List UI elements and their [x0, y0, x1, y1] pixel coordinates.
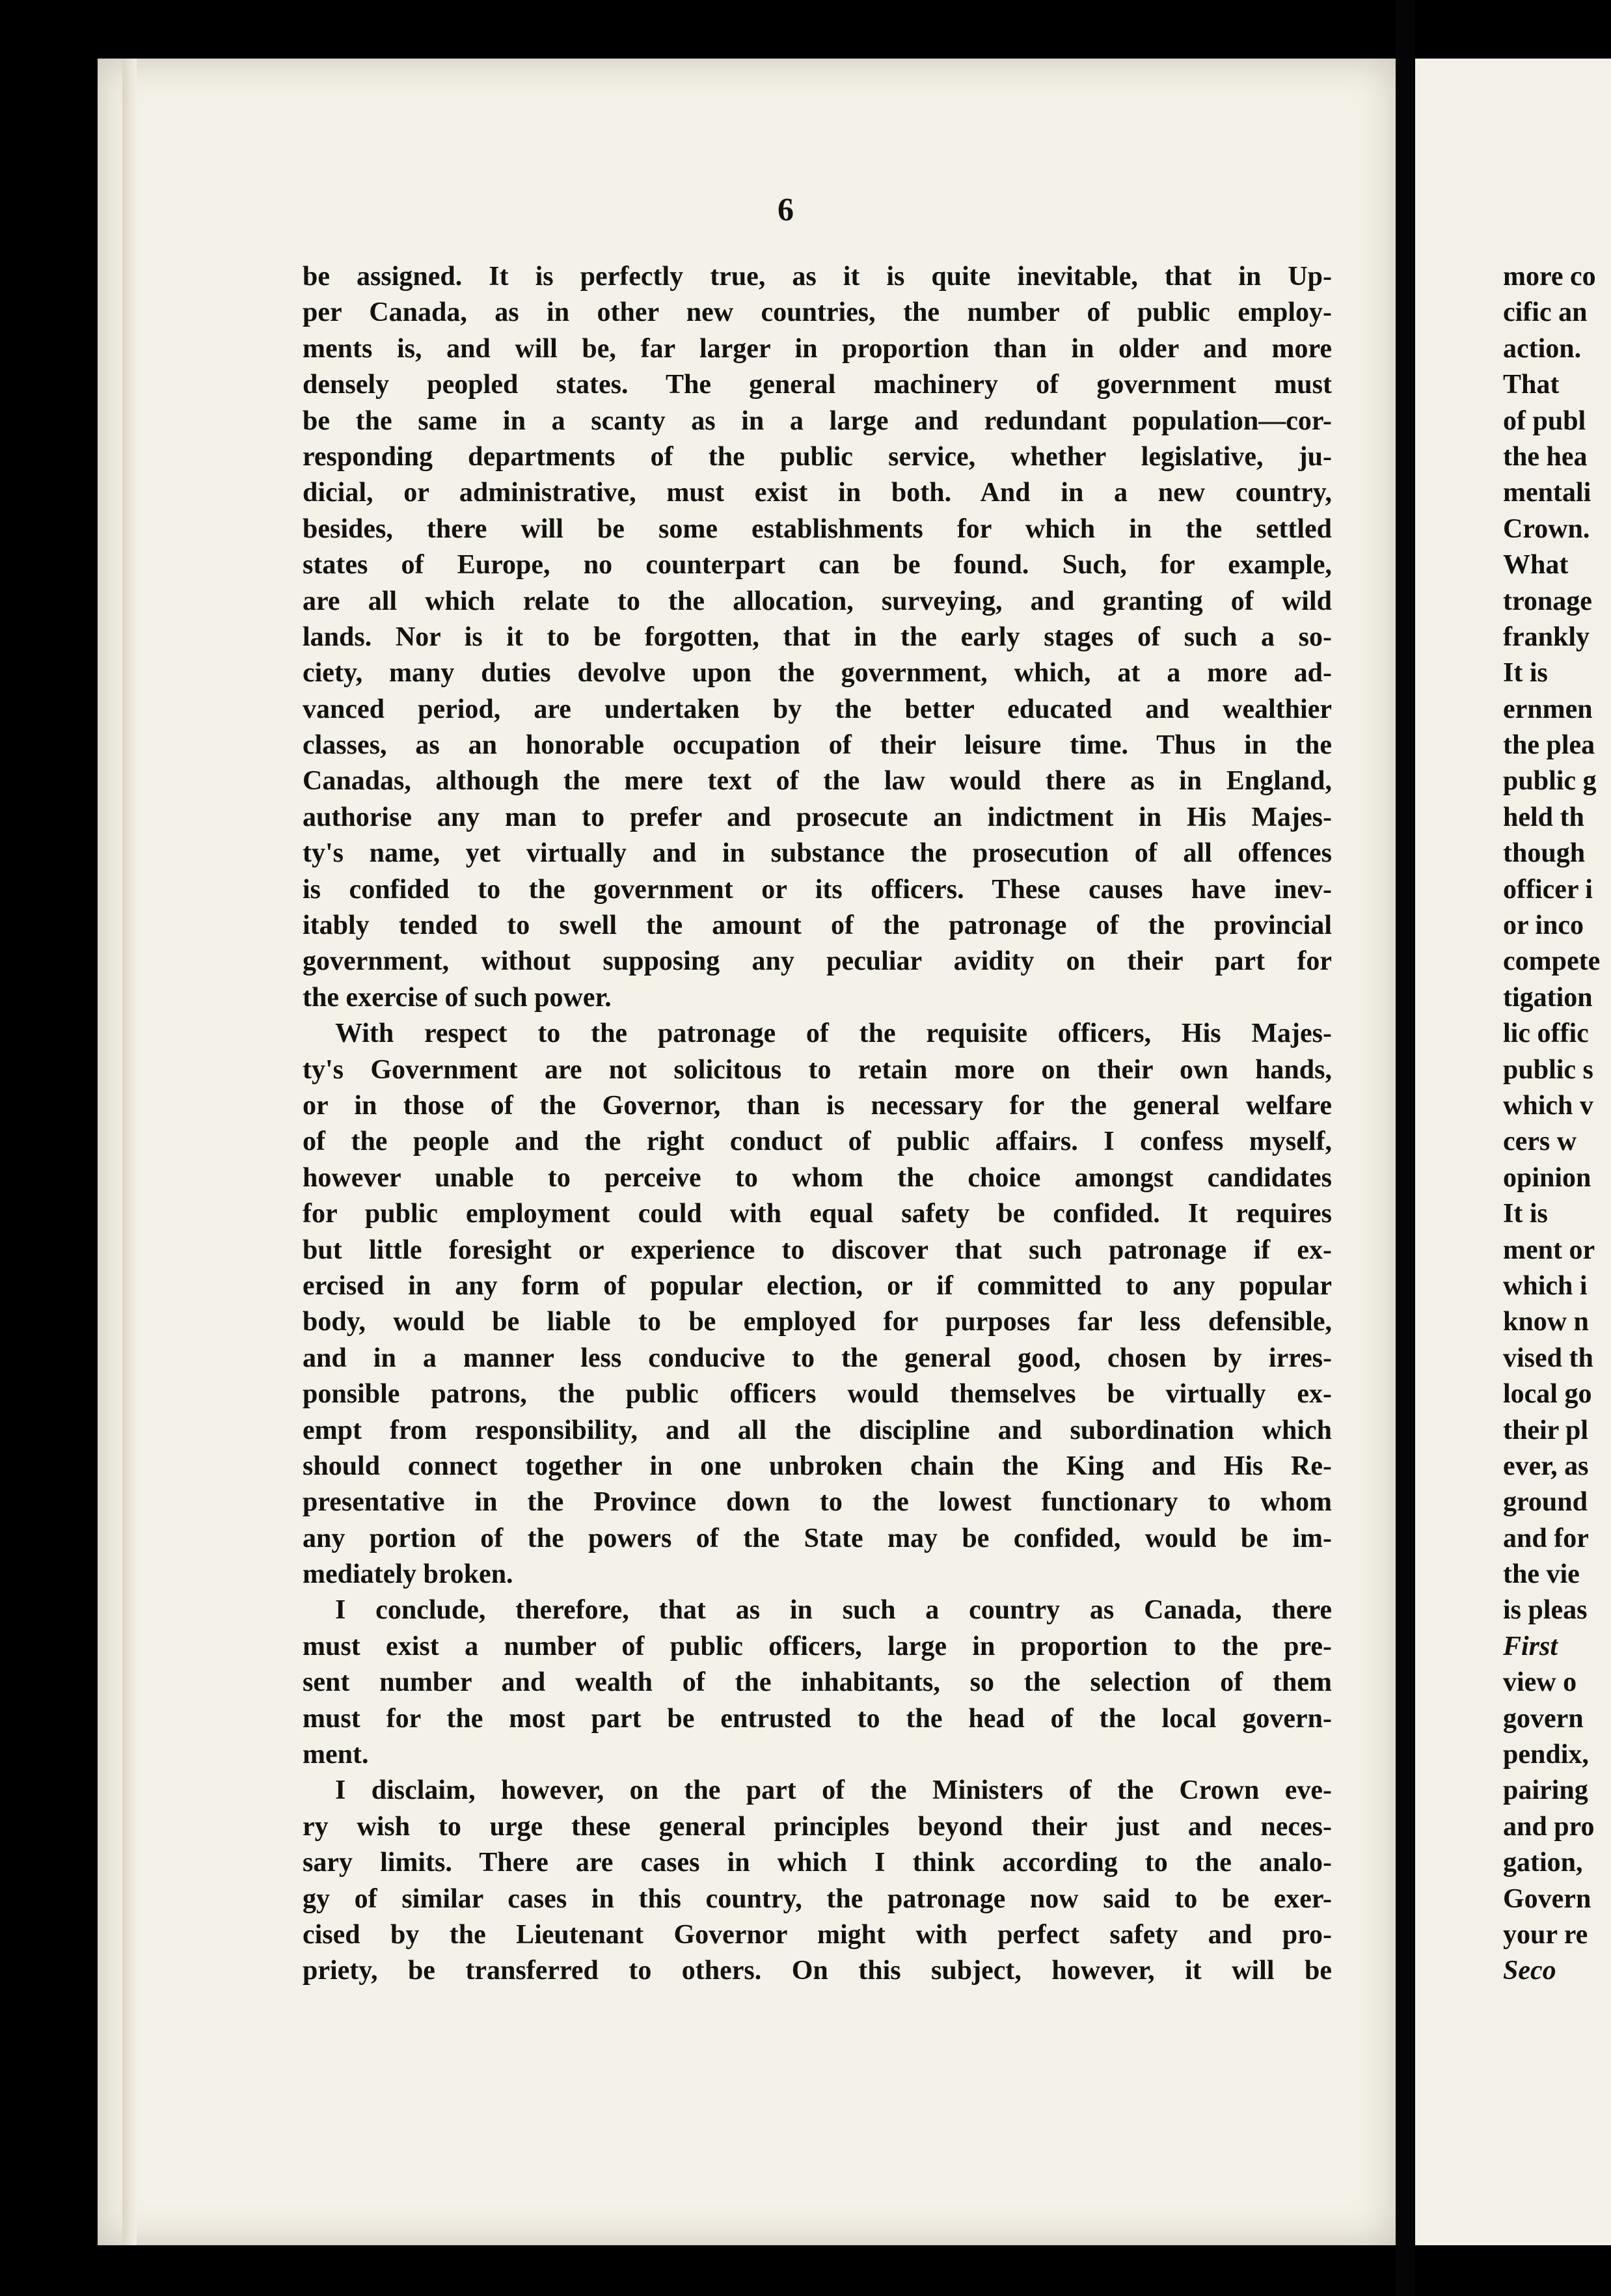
right-page-line: the plea [1503, 730, 1595, 761]
right-page-line: govern [1503, 1703, 1584, 1734]
text-line: responding departments of the public service, whether legislative, ju- [303, 441, 1332, 472]
right-page-line: tigation [1503, 982, 1593, 1013]
right-page-line: view o [1503, 1667, 1577, 1698]
text-line: but little foresight or experience to discover that such patronage if ex- [303, 1235, 1332, 1265]
text-line: densely peopled states. The general machinery of government must [303, 370, 1332, 400]
text-line: be assigned. It is perfectly true, as it is quite inevitable, that in Up- [303, 262, 1332, 292]
right-page-line: public s [1503, 1054, 1593, 1085]
right-page-line: tronage [1503, 586, 1592, 616]
text-line: sary limits. There are cases in which I think according to the analo- [303, 1848, 1332, 1878]
text-line: lands. Nor is it to be forgotten, that in the early stages of such a so- [303, 622, 1332, 652]
right-page-line: of publ [1503, 405, 1586, 436]
right-page-line: action. [1503, 333, 1582, 364]
right-page-line: which i [1503, 1270, 1588, 1301]
text-line: mediately broken. [303, 1559, 513, 1590]
right-page-line: know n [1503, 1307, 1589, 1337]
text-line: must for the most part be entrusted to the head of the local govern- [303, 1703, 1332, 1734]
text-line: ry wish to urge these general principles beyond their just and neces- [303, 1811, 1332, 1842]
text-line: ponsible patrons, the public officers would themselves be virtually ex- [303, 1379, 1332, 1410]
right-page-line: It is [1503, 658, 1548, 689]
right-page-line: It is [1503, 1199, 1548, 1229]
text-line: is confided to the government or its officers. These causes have inev- [303, 874, 1332, 905]
right-page-line: ever, as [1503, 1451, 1589, 1481]
text-line: Canadas, although the mere text of the law would there as in England, [303, 766, 1332, 797]
right-page-line: their pl [1503, 1415, 1589, 1445]
text-line: any portion of the powers of the State may be confided, would be im- [303, 1523, 1332, 1553]
right-page-line: gation, [1503, 1848, 1583, 1878]
right-page-line: Govern [1503, 1883, 1591, 1914]
right-page-line: and for [1503, 1523, 1589, 1553]
right-page-line: lic offic [1503, 1018, 1589, 1049]
right-page-line: the hea [1503, 441, 1588, 472]
text-line: should connect together in one unbroken chain the King and His Re- [303, 1451, 1332, 1481]
text-line: vanced period, are undertaken by the better educated and wealthier [303, 694, 1332, 724]
text-line: body, would be liable to be employed for purposes far less defensible, [303, 1307, 1332, 1337]
right-page-line: officer i [1503, 874, 1593, 905]
text-line: and in a manner less conducive to the general good, chosen by irres- [303, 1343, 1332, 1373]
text-line: authorise any man to prefer and prosecute an indictment in His Majes- [303, 802, 1332, 832]
right-page-line: pendix, [1503, 1740, 1589, 1770]
text-line: gy of similar cases in this country, the patronage now said to be exer- [303, 1883, 1332, 1914]
right-page-line: cers w [1503, 1127, 1577, 1157]
right-page-line: vised th [1503, 1343, 1593, 1373]
right-page-line: is pleas [1503, 1595, 1588, 1626]
text-line: priety, be transferred to others. On this subject, however, it will be [303, 1956, 1332, 1986]
right-page-line: compete [1503, 946, 1601, 977]
text-line: must exist a number of public officers, large in proportion to the pre- [303, 1631, 1332, 1661]
text-line: ty's Government are not solicitous to retain more on their own hands, [303, 1054, 1332, 1085]
text-line: itably tended to swell the amount of the patronage of the provincial [303, 910, 1332, 941]
right-page-line: and pro [1503, 1811, 1595, 1842]
text-line: are all which relate to the allocation, surveying, and granting of wild [303, 586, 1332, 616]
right-page-line: public g [1503, 766, 1597, 797]
right-page-line: local go [1503, 1379, 1592, 1410]
text-line: ercised in any form of popular election, or if committed to any popular [303, 1270, 1332, 1301]
page-number: 6 [778, 191, 794, 227]
right-page-line: the vie [1503, 1559, 1580, 1590]
right-page-line: pairing [1503, 1775, 1588, 1806]
page-fold-shadow [122, 59, 137, 2245]
right-page-line: cific an [1503, 297, 1588, 328]
text-line: the exercise of such power. [303, 982, 612, 1013]
text-line: I disclaim, however, on the part of the Ministers of the Crown eve- [335, 1775, 1332, 1806]
text-line: for public employment could with equal safety be confided. It requires [303, 1199, 1332, 1229]
text-line: cised by the Lieutenant Governor might with perfect safety and pro- [303, 1919, 1332, 1950]
right-page-line: What [1503, 550, 1569, 581]
text-line: empt from responsibility, and all the discipline and subordination which [303, 1415, 1332, 1445]
text-line: ment. [303, 1740, 369, 1770]
right-page-line: Seco [1503, 1956, 1556, 1986]
right-page-line: ment or [1503, 1235, 1595, 1265]
text-line: sent number and wealth of the inhabitants, so the selection of them [303, 1667, 1332, 1698]
text-line: however unable to perceive to whom the choice amongst candidates [303, 1162, 1332, 1193]
right-page-line: ground [1503, 1487, 1588, 1518]
text-line: ciety, many duties devolve upon the government, which, at a more ad- [303, 658, 1332, 689]
right-page-line: Crown. [1503, 513, 1590, 544]
right-page-line: held th [1503, 802, 1584, 832]
right-page-line: mentali [1503, 478, 1591, 508]
text-line: or in those of the Governor, than is necessary for the general welfare [303, 1090, 1332, 1121]
text-line: of the people and the right conduct of public affairs. I confess myself, [303, 1127, 1332, 1157]
right-page-line: which v [1503, 1090, 1593, 1121]
main-text-block [303, 259, 1332, 1989]
text-line: ty's name, yet virtually and in substance the prosecution of all offences [303, 838, 1332, 869]
text-line: besides, there will be some establishments for which in the settled [303, 513, 1332, 544]
right-page-text-block [1503, 259, 1611, 1989]
text-line: be the same in a scanty as in a large and redundant population—cor- [303, 405, 1332, 436]
right-page-line: opinion [1503, 1162, 1591, 1193]
text-line: government, without supposing any peculiar avidity on their part for [303, 946, 1332, 977]
text-line: states of Europe, no counterpart can be found. Such, for example, [303, 550, 1332, 581]
right-page-line: your re [1503, 1919, 1588, 1950]
right-page-line: ernmen [1503, 694, 1593, 724]
right-page-line: more co [1503, 262, 1596, 292]
text-line: classes, as an honorable occupation of their leisure time. Thus in the [303, 730, 1332, 761]
book-gutter [1396, 0, 1415, 2296]
right-page-line: That [1503, 370, 1560, 400]
right-page-line: or inco [1503, 910, 1584, 941]
right-page-line: though [1503, 838, 1586, 869]
text-line: presentative in the Province down to the lowest functionary to whom [303, 1487, 1332, 1518]
text-line: I conclude, therefore, that as in such a country as Canada, there [335, 1595, 1332, 1626]
text-line: With respect to the patronage of the requisite officers, His Majes- [335, 1018, 1332, 1049]
right-page-line: First [1503, 1631, 1558, 1661]
text-line: dicial, or administrative, must exist in both. And in a new country, [303, 478, 1332, 508]
right-page-line: frankly [1503, 622, 1590, 652]
text-line: per Canada, as in other new countries, the number of public employ- [303, 297, 1332, 328]
text-line: ments is, and will be, far larger in proportion than in older and more [303, 333, 1332, 364]
